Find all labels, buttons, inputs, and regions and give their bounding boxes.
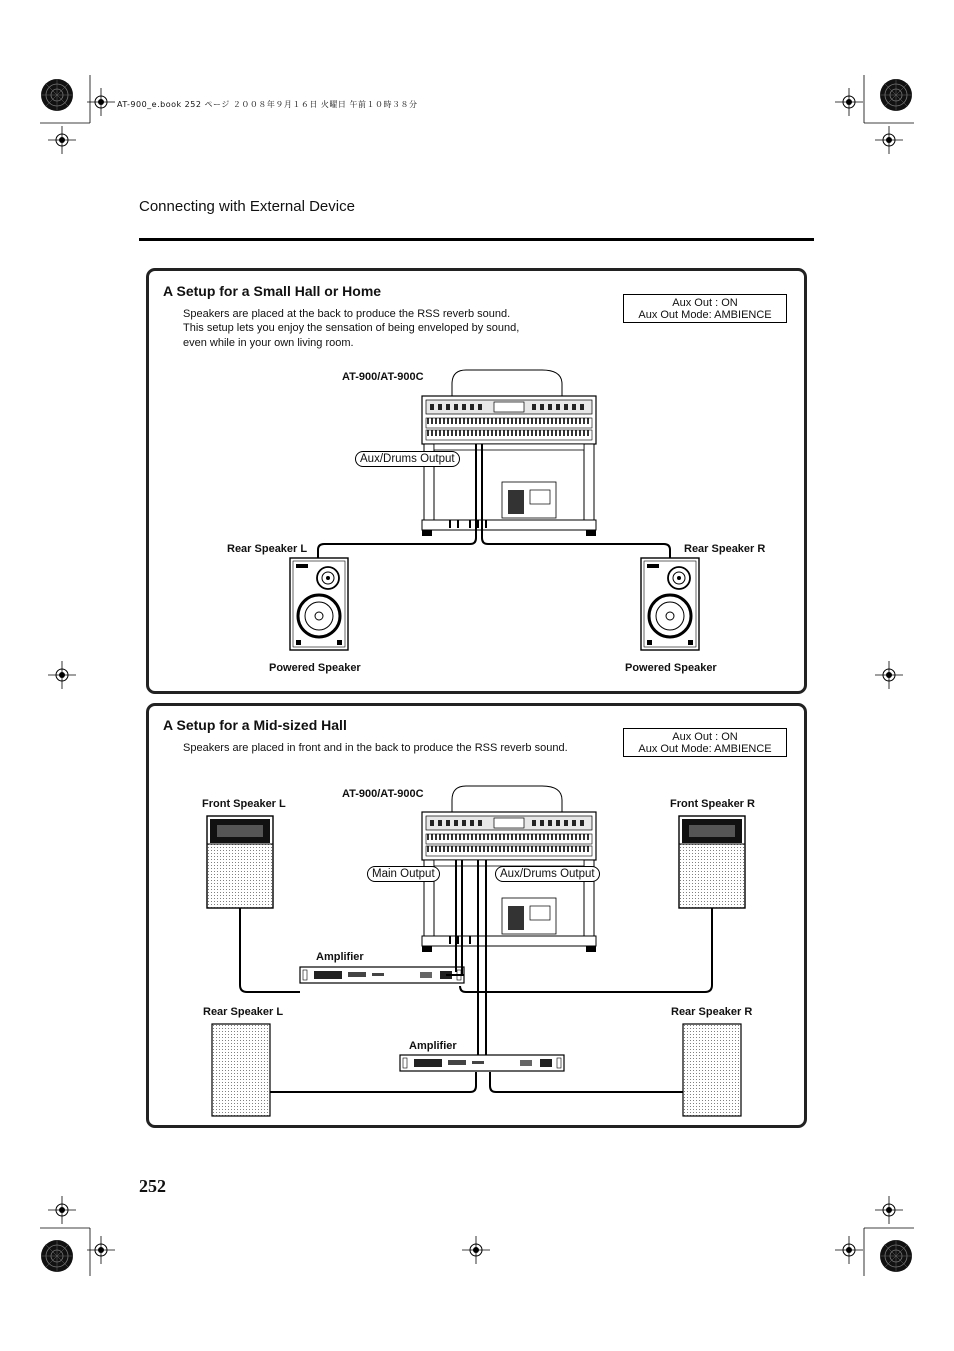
small-hall-powered-right-label: Powered Speaker	[625, 662, 717, 674]
mid-hall-rear-amplifier-label: Amplifier	[409, 1040, 457, 1052]
small-hall-instrument-label: AT-900/AT-900C	[342, 371, 424, 383]
small-hall-desc-2: This setup lets you enjoy the sensation of being enveloped by sound,	[183, 322, 520, 334]
small-hall-aux-output-label: Aux/Drums Output	[355, 451, 460, 467]
mid-hall-rear-left-label: Rear Speaker L	[203, 1006, 284, 1018]
mid-hall-rear-right-label: Rear Speaker R	[671, 1006, 753, 1018]
running-head: Connecting with External Device	[139, 198, 355, 215]
small-hall-title: A Setup for a Small Hall or Home	[163, 283, 382, 299]
mid-hall-settings-box	[623, 728, 787, 757]
small-hall-settings-box	[623, 294, 787, 323]
mid-hall-setting-aux-out: Aux Out : ON	[672, 731, 738, 743]
small-hall-rear-left-label: Rear Speaker L	[227, 543, 308, 555]
mid-hall-main-output-label: Main Output	[367, 866, 440, 882]
page-number: 252	[139, 1176, 166, 1196]
small-hall-powered-left-label: Powered Speaker	[269, 662, 361, 674]
small-hall-rear-right-label: Rear Speaker R	[684, 543, 766, 555]
small-hall-setting-aux-mode: Aux Out Mode: AMBIENCE	[638, 309, 772, 321]
mid-hall-aux-output-label: Aux/Drums Output	[495, 866, 600, 882]
mid-hall-front-amplifier-label: Amplifier	[316, 951, 364, 963]
mid-hall-desc-1: Speakers are placed in front and in the back to produce the RSS reverb sound.	[183, 742, 568, 754]
mid-hall-front-right-label: Front Speaker R	[670, 798, 755, 810]
mid-hall-title: A Setup for a Mid-sized Hall	[163, 717, 347, 733]
mid-hall-front-left-label: Front Speaker L	[202, 798, 286, 810]
small-hall-desc-1: Speakers are placed at the back to produce the RSS reverb sound.	[183, 308, 511, 320]
small-hall-desc-3: even while in your own living room.	[183, 337, 354, 349]
mid-hall-instrument-label: AT-900/AT-900C	[342, 788, 424, 800]
header-rule	[139, 238, 814, 241]
mid-hall-setting-aux-mode: Aux Out Mode: AMBIENCE	[638, 743, 772, 755]
mid-hall-panel	[146, 703, 807, 1128]
small-hall-setting-aux-out: Aux Out : ON	[672, 297, 738, 309]
file-meta: AT-900_e.book 252 ページ ２００８年９月１６日 火曜日 午前１０時３８分	[117, 100, 418, 109]
